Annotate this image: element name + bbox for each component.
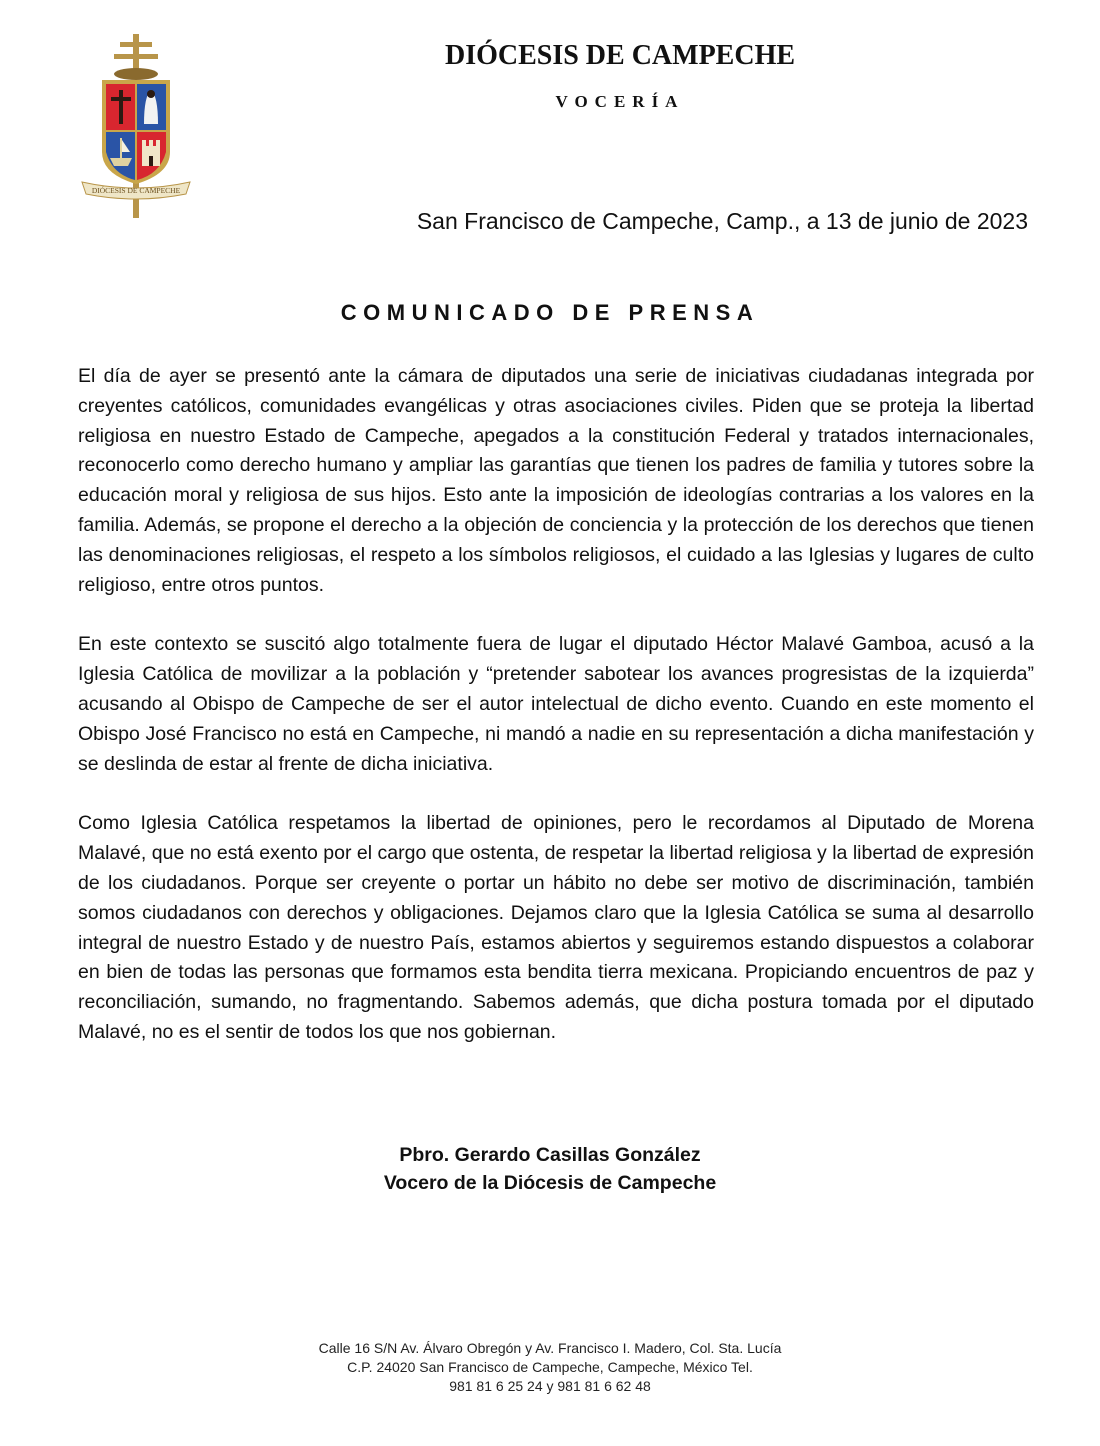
signatory-name: Pbro. Gerardo Casillas González (399, 1144, 701, 1166)
diocese-coat-of-arms-logo (78, 34, 194, 220)
body-paragraph: Como Iglesia Católica respetamos la libertad de opiniones, pero le recordamos al Diputado de Morena Malavé, que no está exento por el cargo que ostenta, de respetar la libertad religiosa y la libertad de expresión de los ciudadanos. Porque ser creyente o portar un hábito no debe ser motivo de discriminación, también somos ciudadanos con derechos y obligaciones. Dejamos claro que la Iglesia Católica se suma al desarrollo integral de nuestro Estado y de nuestro País, estamos abiertos y seguiremos estando dispuestos a colaborar en bien de todas las personas que formamos esta bendita tierra mexicana. Propiciando encuentros de paz y reconciliación, sumando, no fragmentando. Sabemos además, que dicha postura tomada por el diputado Malavé, no es el sentir de todos los que nos gobiernan. (78, 812, 1034, 1043)
logo-ribbon-text: DIÓCESIS DE CAMPECHE (91, 186, 181, 195)
footer-line: 981 81 6 25 24 y 981 81 6 62 48 (449, 1378, 651, 1394)
footer-address (0, 1339, 1100, 1396)
body-paragraph: En este contexto se suscitó algo totalmente fuera de lugar el diputado Héctor Malavé Gamboa, acusó a la Iglesia Católica de movilizar a la población y “pretender sabotear los avances progresistas de la izquierda” acusando al Obispo de Campeche de ser el autor intelectual de dicho evento. Cuando en este momento el Obispo José Francisco no está en Campeche, ni mandó a nadie en su representación a dicha manifestación y se deslinda de estar al frente de dicha iniciativa. (78, 633, 1034, 775)
office-name: VOCERÍA (555, 92, 685, 111)
signatory-role: Vocero de la Diócesis de Campeche (383, 1172, 717, 1194)
signature-block (0, 1141, 1100, 1197)
footer-line: C.P. 24020 San Francisco de Campeche, Campeche, México Tel. (347, 1359, 753, 1375)
footer-line: Calle 16 S/N Av. Álvaro Obregón y Av. Francisco I. Madero, Col. Sta. Lucía (318, 1340, 782, 1356)
document-body (78, 362, 1034, 1078)
body-paragraph: El día de ayer se presentó ante la cámara de diputados una serie de iniciativas ciudadanas integrada por creyentes católicos, comunidades evangélicas y otras asociaciones civiles. Piden que se proteja la libertad religiosa en nuestro Estado de Campeche, apegados a la constitución Federal y tratados internacionales, reconocerlo como derecho humano y ampliar las garantías que tienen los padres de familia y tutores sobre la educación moral y religiosa de sus hijos. Esto ante la imposición de ideologías contrarias a los valores en la familia. Además, se propone el derecho a la objeción de conciencia y la protección de los derechos que tienen las denominaciones religiosas, el respeto a los símbolos religiosos, el cuidado a las Iglesias y lugares de culto religioso, entre otros puntos. (78, 365, 1034, 596)
date-line: San Francisco de Campeche, Camp., a 13 de junio de 2023 (416, 208, 1028, 234)
document-title: COMUNICADO DE PRENSA (340, 300, 760, 325)
organization-name: DIÓCESIS DE CAMPECHE (444, 40, 796, 71)
